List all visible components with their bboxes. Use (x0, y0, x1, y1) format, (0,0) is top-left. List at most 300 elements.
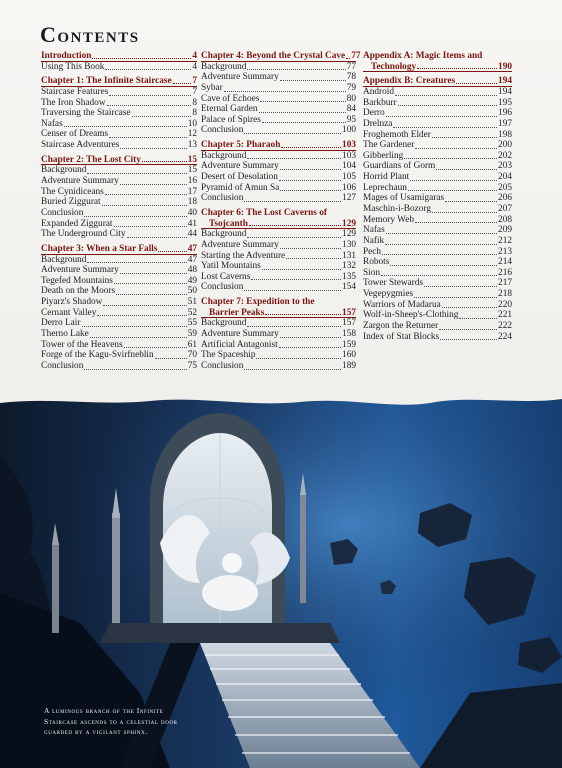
toc-entry-label: Tower Stewards (363, 278, 424, 289)
toc-page-number: 44 (187, 229, 197, 240)
dot-leader (280, 242, 341, 249)
dot-leader (286, 252, 341, 259)
dot-leader (107, 99, 192, 106)
toc-entry-link[interactable] (201, 125, 356, 136)
dot-leader (386, 227, 497, 234)
dot-leader (280, 184, 341, 191)
dot-leader (109, 89, 191, 96)
dot-leader (247, 320, 341, 327)
toc-page-number: 16 (187, 176, 197, 187)
toc-entry-label: Background (201, 229, 247, 240)
toc-entry-label: Buried Ziggurat (41, 197, 101, 208)
toc-entry-label: Zargon the Returner (363, 321, 439, 332)
toc-entry-link[interactable] (363, 321, 512, 332)
toc-entry-label: Chapter 5: Pharaoh (201, 140, 281, 151)
toc-column-3 (363, 51, 512, 342)
toc-entry-link[interactable] (41, 297, 197, 308)
toc-entry-link[interactable] (201, 115, 356, 126)
dot-leader (105, 63, 191, 70)
toc-entry-label: Piyarz's Shadow (41, 297, 103, 308)
toc-page-number: 13 (187, 140, 197, 151)
dot-leader (64, 120, 187, 127)
toc-entry-link[interactable] (363, 332, 512, 343)
dot-leader (124, 341, 187, 348)
dot-leader (155, 352, 187, 359)
toc-entry-label: Appendix B: Creatures (363, 76, 456, 87)
toc-entry-link[interactable] (363, 204, 512, 215)
toc-page-number: 205 (498, 182, 512, 193)
toc-page-number: 105 (342, 172, 356, 183)
toc-page-number: 84 (346, 104, 356, 115)
toc-entry-label: Robots (363, 257, 390, 268)
toc-entry-label: Conclusion (41, 207, 84, 218)
toc-entry-label: Horrid Plant (363, 172, 410, 183)
dot-leader (97, 309, 186, 316)
dot-leader (390, 259, 497, 266)
dot-leader (120, 178, 187, 185)
toc-entry-label: Nafas (41, 118, 63, 129)
dot-leader (173, 77, 192, 84)
toc-entry-label: Leprechaun (363, 182, 407, 193)
toc-entry-link[interactable] (201, 62, 356, 73)
toc-page-number: 206 (498, 193, 512, 204)
toc-entry-label: Chapter 3: When a Star Falls (41, 243, 158, 254)
toc-entry-label: Drelnza (363, 118, 393, 129)
toc-entry-label: The Gardener (363, 140, 415, 151)
toc-entry-link[interactable] (363, 172, 512, 183)
toc-entry-link[interactable] (201, 261, 356, 272)
toc-entry-link[interactable] (363, 278, 512, 289)
toc-entry-label: Starting the Adventure (201, 250, 286, 261)
toc-chapter-link[interactable] (201, 308, 356, 319)
caption-line: guarded by a vigilant sphinx. (44, 727, 148, 736)
toc-entry-label: Conclusion (201, 282, 244, 293)
toc-entry-label: Censer of Dreams (41, 129, 109, 140)
toc-chapter-link[interactable] (363, 62, 512, 73)
dot-leader (386, 110, 497, 117)
toc-column-1 (41, 51, 197, 372)
toc-page-number: 212 (498, 235, 512, 246)
toc-entry-link[interactable] (41, 219, 197, 230)
toc-page-number: 216 (498, 267, 512, 278)
toc-page-number: 75 (187, 360, 197, 371)
toc-entry-link[interactable] (201, 318, 356, 329)
toc-entry-link[interactable] (41, 62, 197, 73)
dot-leader (346, 52, 350, 59)
dot-leader (127, 231, 187, 238)
dot-leader (424, 280, 497, 287)
toc-entry-link[interactable] (201, 94, 356, 105)
toc-page-number: 217 (498, 278, 512, 289)
toc-page-number: 77 (346, 61, 356, 72)
toc-entry-label: Tower of the Heavens (41, 339, 123, 350)
dot-leader (445, 195, 497, 202)
dot-leader (440, 333, 497, 340)
toc-entry-link[interactable] (363, 289, 512, 300)
toc-entry-link[interactable] (201, 240, 356, 251)
toc-entry-label: Staircase Adventures (41, 140, 120, 151)
dot-leader (398, 99, 497, 106)
toc-entry-link[interactable] (41, 329, 197, 340)
dot-leader (249, 219, 341, 226)
toc-page-number: 18 (187, 197, 197, 208)
dot-leader (105, 188, 187, 195)
toc-entry-link[interactable] (41, 108, 197, 119)
dot-leader (417, 62, 497, 69)
toc-entry-label: Cave of Echoes (201, 93, 260, 104)
toc-page-number: 77 (351, 51, 361, 61)
toc-chapter-link[interactable] (201, 140, 356, 151)
toc-entry-label: Adventure Summary (41, 265, 119, 276)
toc-entry-link[interactable] (201, 229, 356, 240)
toc-entry-link[interactable] (201, 340, 356, 351)
dot-leader (114, 220, 187, 227)
dot-leader (260, 95, 345, 102)
toc-page-number: 208 (498, 214, 512, 225)
dot-leader (459, 312, 497, 319)
toc-entry-link[interactable] (41, 361, 197, 372)
dot-leader (280, 163, 341, 170)
toc-entry-link[interactable] (201, 329, 356, 340)
dot-leader (415, 216, 497, 223)
toc-entry-link[interactable] (201, 161, 356, 172)
toc-entry-link[interactable] (41, 308, 197, 319)
dot-leader (262, 263, 341, 270)
toc-page-number: 220 (498, 299, 512, 310)
toc-entry-link[interactable] (41, 265, 197, 276)
toc-page-number: 224 (498, 331, 512, 342)
toc-page-number: 41 (187, 218, 197, 229)
toc-entry-link[interactable] (363, 247, 512, 258)
dot-leader (393, 121, 497, 128)
dot-leader (120, 142, 186, 149)
toc-entry-link[interactable] (363, 98, 512, 109)
dot-leader (247, 63, 345, 70)
toc-page-number: 200 (498, 140, 512, 151)
toc-entry-label: The Iron Shadow (41, 97, 106, 108)
toc-page-number: 130 (342, 239, 356, 250)
toc-entry-label: Pyramid of Amun Sa (201, 182, 280, 193)
toc-entry-link[interactable] (363, 87, 512, 98)
dot-leader (265, 308, 341, 315)
toc-entry-label: Staircase Features (41, 86, 109, 97)
toc-entry-link[interactable] (363, 236, 512, 247)
toc-entry-link[interactable] (363, 119, 512, 130)
toc-entry-link[interactable] (41, 286, 197, 297)
toc-entry-label: The Cynidiceans (41, 186, 104, 197)
toc-entry-label: Adventure Summary (201, 239, 279, 250)
toc-entry-link[interactable] (41, 197, 197, 208)
dot-leader (87, 256, 186, 263)
toc-page-number: 40 (187, 207, 197, 218)
toc-page-number: 157 (342, 307, 356, 318)
toc-entry-link[interactable] (201, 350, 356, 361)
toc-entry-label: Using This Book (41, 61, 105, 72)
dot-leader (442, 301, 497, 308)
toc-entry-link[interactable] (363, 161, 512, 172)
toc-entry-label: The Spaceship (201, 350, 256, 361)
toc-entry-label: Adventure Summary (201, 329, 279, 340)
toc-entry-label: Sion (363, 267, 381, 278)
toc-entry-label: Wolf-in-Sheep's-Clothing (363, 310, 459, 321)
toc-page-number: 4 (192, 51, 197, 61)
toc-entry-label: Yatil Mountains (201, 261, 261, 272)
toc-entry-link[interactable] (201, 282, 356, 293)
toc-page-number: 129 (342, 218, 356, 229)
toc-entry-link[interactable] (201, 272, 356, 283)
toc-entry-link[interactable] (363, 268, 512, 279)
dot-leader (116, 288, 187, 295)
toc-page-number: 131 (342, 250, 356, 261)
dot-leader (244, 284, 341, 291)
toc-entry-label: Nafas (363, 225, 385, 236)
toc-page-number: 189 (342, 360, 356, 371)
toc-chapter-link[interactable] (201, 219, 356, 230)
dot-leader (395, 89, 497, 96)
toc-entry-link[interactable] (363, 140, 512, 151)
toc-chapter-heading[interactable]: Chapter 7: Expedition to the (201, 297, 315, 308)
toc-entry-label: Tsojcanth (209, 218, 248, 229)
toc-entry-link[interactable] (41, 318, 197, 329)
toc-entry-link[interactable] (363, 151, 512, 162)
dot-leader (84, 363, 186, 370)
toc-entry-link[interactable] (363, 225, 512, 236)
toc-page-number: 80 (346, 93, 356, 104)
toc-entry-label: Palace of Spires (201, 114, 261, 125)
dot-leader (439, 323, 497, 330)
toc-page-number: 203 (498, 161, 512, 172)
toc-entry-label: Background (201, 150, 247, 161)
caption-line: Staircase ascends to a celestial door (44, 716, 178, 726)
dot-leader (92, 52, 191, 59)
dot-leader (280, 74, 346, 81)
dot-leader (381, 269, 497, 276)
toc-page-number: 103 (342, 140, 356, 151)
dot-leader (256, 352, 341, 359)
toc-page-number: 194 (498, 86, 512, 97)
toc-entry-link[interactable] (363, 108, 512, 119)
toc-entry-link[interactable] (201, 72, 356, 83)
dot-leader (432, 206, 497, 213)
dot-leader (251, 273, 341, 280)
toc-entry-link[interactable] (41, 129, 197, 140)
toc-entry-link[interactable] (41, 87, 197, 98)
toc-page-number: 129 (342, 229, 356, 240)
toc-entry-label: Derro Lair (41, 318, 81, 329)
toc-page-number: 7 (192, 86, 197, 97)
dot-leader (114, 277, 187, 284)
dot-leader (247, 231, 341, 238)
toc-chapter-heading[interactable]: Appendix A: Magic Items and (363, 51, 483, 61)
toc-page-number: 194 (498, 76, 512, 87)
toc-page-number: 132 (342, 261, 356, 272)
toc-entry-link[interactable] (41, 140, 197, 151)
toc-entry-link[interactable] (363, 300, 512, 311)
toc-page-number: 204 (498, 172, 512, 183)
toc-chapter-link[interactable] (201, 51, 361, 62)
toc-entry-label: Adventure Summary (201, 72, 279, 83)
dot-leader (132, 110, 192, 117)
toc-page-number: 17 (187, 186, 197, 197)
toc-entry-label: Adventure Summary (41, 176, 119, 187)
toc-entry-link[interactable] (41, 350, 197, 361)
toc-entry-label: Artificial Antagonist (201, 339, 278, 350)
dot-leader (244, 195, 341, 202)
toc-entry-label: The Underground City (41, 229, 126, 240)
toc-entry-label: Maschin-i-Bozorg (363, 203, 431, 214)
toc-entry-link[interactable] (201, 361, 356, 372)
toc-entry-link[interactable] (201, 193, 356, 204)
toc-page-number: 218 (498, 289, 512, 300)
toc-page-number: 135 (342, 271, 356, 282)
toc-entry-label: Tegefed Mountains (41, 275, 113, 286)
toc-page-number: 48 (187, 265, 197, 276)
dot-leader (382, 248, 497, 255)
caption-line: A luminous branch of the Infinite (44, 706, 164, 715)
toc-entry-label: Sybar (201, 82, 223, 93)
dot-leader (247, 152, 341, 159)
dot-leader (436, 163, 497, 170)
toc-entry-link[interactable] (363, 183, 512, 194)
dot-leader (90, 331, 187, 338)
toc-entry-link[interactable] (41, 187, 197, 198)
toc-entry-link[interactable] (363, 193, 512, 204)
dot-leader (244, 363, 341, 370)
illustration-caption (44, 706, 244, 738)
dot-leader (414, 291, 497, 298)
dot-leader (120, 267, 187, 274)
toc-entry-link[interactable] (41, 119, 197, 130)
toc-entry-label: Conclusion (201, 125, 244, 136)
toc-chapter-link[interactable] (41, 51, 197, 62)
toc-page-number: 160 (342, 350, 356, 361)
toc-page-number: 104 (342, 161, 356, 172)
dot-leader (404, 152, 497, 159)
dot-leader (244, 127, 341, 134)
toc-entry-label: Mages of Usamigaras (363, 193, 445, 204)
toc-page-number: 79 (346, 82, 356, 93)
toc-entry-label: Barkburr (363, 97, 397, 108)
toc-entry-label: Conclusion (201, 360, 244, 371)
toc-entry-label: Froghemoth Elder (363, 129, 431, 140)
toc-entry-label: Derro (363, 108, 385, 119)
toc-page-number: 50 (187, 286, 197, 297)
toc-entry-label: Barrier Peaks (209, 307, 265, 318)
toc-entry-label: Warriors of Madarua (363, 299, 441, 310)
dot-leader (259, 106, 346, 113)
toc-entry-label: Introduction (41, 51, 92, 61)
toc-page-number: 51 (187, 297, 197, 308)
toc-entry-label: Memory Web (363, 214, 414, 225)
toc-page-number: 70 (187, 350, 197, 361)
toc-entry-label: Gibberling (363, 150, 404, 161)
toc-entry-link[interactable] (201, 151, 356, 162)
toc-page-number: 157 (342, 318, 356, 329)
dot-leader (102, 199, 187, 206)
toc-entry-link[interactable] (363, 215, 512, 226)
dot-leader (456, 77, 497, 84)
toc-entry-label: Vegepygmies (363, 289, 414, 300)
toc-page-number: 154 (342, 282, 356, 293)
toc-page-number: 8 (192, 108, 197, 119)
toc-entry-link[interactable] (201, 183, 356, 194)
toc-page-number: 127 (342, 193, 356, 204)
toc-page-number: 209 (498, 225, 512, 236)
toc-page-number: 202 (498, 150, 512, 161)
toc-entry-label: Technology (371, 61, 417, 72)
toc-entry-label: Lost Caverns (201, 271, 251, 282)
toc-page-number: 10 (187, 118, 197, 129)
toc-entry-link[interactable] (201, 172, 356, 183)
toc-entry-label: Index of Stat Blocks (363, 331, 440, 342)
toc-page-number: 15 (187, 165, 197, 176)
toc-entry-link[interactable] (41, 229, 197, 240)
toc-chapter-link[interactable] (41, 76, 197, 87)
toc-entry-link[interactable] (41, 165, 197, 176)
toc-entry-link[interactable] (41, 340, 197, 351)
toc-entry-link[interactable] (363, 257, 512, 268)
toc-page-number: 221 (498, 310, 512, 321)
toc-column-2 (201, 51, 361, 372)
toc-entry-link[interactable] (201, 251, 356, 262)
toc-entry-label: Cernant Valley (41, 307, 97, 318)
toc-entry-link[interactable] (41, 208, 197, 219)
toc-page-number: 197 (498, 118, 512, 129)
toc-entry-label: Chapter 2: The Lost City (41, 154, 141, 165)
toc-entry-label: Therno Lake (41, 329, 89, 340)
toc-page-number: 95 (346, 114, 356, 125)
toc-entry-link[interactable] (41, 176, 197, 187)
toc-entry-label: Guardians of Gorm (363, 161, 436, 172)
toc-entry-link[interactable] (363, 310, 512, 321)
dot-leader (262, 116, 346, 123)
toc-chapter-heading[interactable]: Chapter 6: The Lost Caverns of (201, 207, 327, 218)
dot-leader (280, 331, 341, 338)
toc-page-number: 222 (498, 321, 512, 332)
toc-entry-label: Expanded Ziggurat (41, 218, 113, 229)
dot-leader (432, 131, 497, 138)
toc-entry-label: Desert of Desolation (201, 172, 278, 183)
toc-entry-label: Pech (363, 246, 382, 257)
toc-page-number: 49 (187, 275, 197, 286)
toc-entry-label: Background (201, 318, 247, 329)
toc-page-number: 196 (498, 108, 512, 119)
toc-chapter-link[interactable] (41, 155, 197, 166)
toc-entry-label: Adventure Summary (201, 161, 279, 172)
dot-leader (109, 131, 187, 138)
toc-entry-label: Conclusion (41, 360, 84, 371)
toc-entry-link[interactable] (201, 104, 356, 115)
dot-leader (410, 174, 497, 181)
toc-entry-link[interactable] (41, 276, 197, 287)
toc-page-number: 198 (498, 129, 512, 140)
toc-page-number: 15 (187, 154, 197, 165)
toc-page-number: 52 (187, 307, 197, 318)
toc-entry-link[interactable] (41, 98, 197, 109)
toc-chapter-link[interactable] (363, 76, 512, 87)
toc-entry-link[interactable] (363, 130, 512, 141)
dot-leader (87, 167, 186, 174)
toc-page-number: 159 (342, 339, 356, 350)
toc-page-number: 12 (187, 129, 197, 140)
toc-chapter-link[interactable] (41, 244, 197, 255)
toc-entry-link[interactable] (201, 83, 356, 94)
toc-entry-link[interactable] (41, 255, 197, 266)
dot-leader (279, 174, 341, 181)
toc-entry-label: Background (201, 61, 247, 72)
toc-entry-label: Background (41, 165, 87, 176)
toc-entry-label: Chapter 1: The Infinite Staircase (41, 76, 172, 87)
